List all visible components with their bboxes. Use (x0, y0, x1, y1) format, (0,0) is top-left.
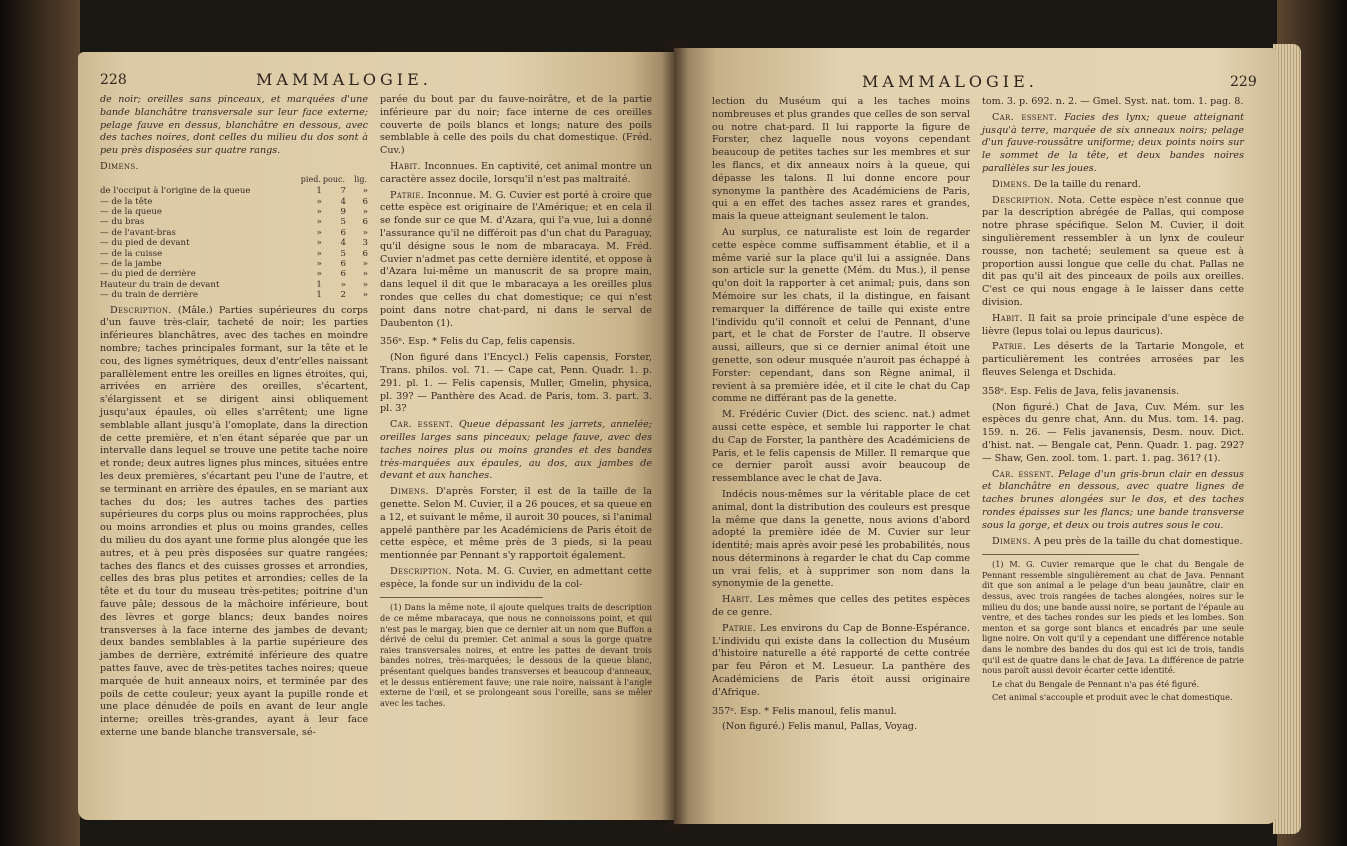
patrie-paragraph (380, 190, 652, 331)
dims-row-lig: 6 (362, 217, 368, 228)
description-text-2: Nota. M. G. Cuvier, en admettant cette espèce, la fonde sur un individu de la col- (380, 565, 652, 590)
habit-label: Habit. (390, 160, 421, 172)
left-page-column-2 (380, 94, 652, 711)
car-essent-label-right-2: Car. essent. (992, 468, 1055, 480)
car-essent-label: Car. essent. (390, 419, 454, 431)
dims-row-pouc: 7 (340, 186, 346, 197)
car-essent-text: Queue dépassant les jarrets, annelée; oreilles larges sans pinceaux; pelage fauve, avec des taches noires plus ou moins grandes et des bandes très-marquées aux épaules, au dos, aux jambes de devant et aux hanches. (380, 419, 652, 482)
dimens-label-right: Dimens. (992, 178, 1031, 190)
dims-row-label: — du train de derrière (100, 290, 198, 301)
car-essent-paragraph-right (982, 112, 1244, 176)
footnote-left: (1) Dans la même note, il ajoute quelques traits de description de ce même mbaracaya, que nous ne connoissons point, et qui n'est pas le margay, bien que ce dernier ait un nom que Buffon a dérivé de celui du premier. Cet animal a sous la gorge quatre raies transversales noires, et entre les pattes de devant trois bandes noires, très-marquées; le dessous de la queue blanc, présentant quelques bandes transverses et beaucoup d'anneaux, et le dessus entièrement fauve; une raie noire, naissant à l'angle externe de l'œil, et se prolongeant sous l'oreille, sans se mêler avec les taches. (380, 602, 652, 708)
page-number-right: 229 (1230, 74, 1257, 90)
habit-text-right: Les mêmes que celles des petites espèces de ce genre. (712, 594, 970, 619)
dimens-paragraph-right-2 (982, 536, 1244, 549)
dims-row-label: — de la jambe (100, 259, 162, 270)
habit-paragraph (380, 161, 652, 187)
patrie-text: Inconnue. M. G. Cuvier est porté à croire que cette espèce est originaire de l'Amérique; et en cela il se fonde sur ce que M. d'Azara, qui l'a vue, lui a donné l'assurance qu'il ne différoit pas d'un chat du Paraguay, qu'il désigne sous le nom de mbaracaya. M. Fréd. Cuvier n'admet pas cette dernière identité, et oppose à d'Azara lui-même un manuscrit de sa propre main, dans lequel il dit que le mbaracaya a les oreilles plus rondes que celles du chat domestique; ce qui n'est point dans notre chat-pard, ni dans le serval de Daubenton (1). (380, 189, 652, 329)
dims-row-pied: » (316, 259, 322, 270)
description-paragraph-right (982, 195, 1244, 310)
description-paragraph (100, 305, 368, 740)
dims-row-lig: 6 (362, 248, 368, 259)
refs-continuation: tom. 3. p. 692. n. 2. — Gmel. Syst. nat. tom. 1. pag. 8. (982, 96, 1244, 107)
dims-row-lig: » (362, 269, 368, 280)
species-refs-356: (Non figuré dans l'Encycl.) Felis capensis, Forster, Trans. philos. vol. 71. — Cape cat, Penn. Quadr. 1. p. 291. pl. 1. — Felis capensis, Muller, Gmelin, physica, pl. 39? — Panthère des Acad. de Paris, tom. 3. part. 3. pl. 3? (380, 352, 652, 415)
patrie-paragraph-right-2 (982, 341, 1244, 379)
dimensions-row (100, 280, 368, 290)
continuation-text: parée du bout par du fauve-noirâtre, et de la partie inférieure par du noir; face interne de ces oreilles couverte de poils blancs et longs; nature des poils semblable à celle des poils du chat domestique. (Fréd. Cuv.) (380, 94, 652, 157)
dimens-text-right: De la taille du renard. (1033, 178, 1141, 190)
dimensions-row (100, 197, 368, 207)
dimensions-block (100, 161, 368, 301)
footnote-right-1: (1) M. G. Cuvier remarque que le chat du Bengale de Pennant ressemble singulièrement au chat de Java. Pennant dit que son animal a le pelage d'un beau jaunâtre, clair en dessus, avec trois rangées de taches alongées, noires sur le milieu du dos; une bande aussi noire, se portant de l'épaule au ventre, et des taches rondes sur les pieds et les lombes. Son menton et sa gorge sont blancs et encadrés par une seule ligne noire. On voit qu'il y a cependant une différence notable dans le nombre des bandes du dos qui est ici de trois, tandis qu'il est de quatre dans le chat de Java. La différence de patrie nous paroît aussi devoir écarter cette identité. (982, 559, 1244, 676)
habit-text-right-2: Il fait sa proie principale d'une espèce de lièvre (lepus tolai ou lepus dauricus). (982, 312, 1244, 337)
dims-row-label: — de la cuisse (100, 248, 163, 259)
dims-row-lig: » (362, 290, 368, 301)
intro-text: de noir; oreilles sans pinceaux, et marquées d'une bande blanchâtre transversale sur leur face externe; pelage fauve en dessus, blanchâtre en dessous, avec des taches noires, dont celles du milieu du dos sont à peu près disposées sur quatre rangs. (100, 94, 368, 157)
dims-row-label: — de l'avant-bras (100, 227, 176, 238)
habit-label-right: Habit. (722, 594, 753, 606)
car-essent-paragraph-right-2 (982, 469, 1244, 533)
dims-row-label: — du pied de derrière (100, 269, 196, 280)
right-page-column-2 (982, 96, 1244, 706)
car-essent-text-right: Facies des lynx; queue atteignant jusqu'à terre, marquée de six anneaux noirs; pelage d'un fauve-roussâtre uniforme; deux points noirs sur le sommet de la tête, et deux bandes noires parallèles sur les joues. (982, 111, 1244, 174)
species-refs-358: (Non figuré.) Chat de Java, Cuv. Mém. sur les espèces du genre chat, Ann. du Mus. tom. 14. pag. 159. n. 26. — Felis javanensis, Desm. nouv. Dict. d'hist. nat. — Bengale cat, Penn. Quadr. 1. pag. 292? — Shaw, Gen. zool. tom. 1. part. 1. pag. 361? (1). (982, 401, 1244, 464)
dims-row-pouc: » (340, 279, 346, 290)
dimensions-header-row (100, 174, 368, 186)
description-label: Description. (110, 304, 172, 316)
habit-paragraph-right (712, 594, 970, 620)
right-p4: Indécis nous-mêmes sur la véritable place de cet animal, dont la distribution des couleurs est presque la même que dans la genette, nous avions d'abord adopté la première idée de M. Cuvier sur leur identité; mais après avoir pesé les probabilités, nous nous déterminons à regarder le chat du Cap comme un vrai felis, et à supprimer son nom dans la synonymie de la genette. (712, 488, 970, 590)
dimensions-row (100, 238, 368, 248)
dims-row-pied: » (316, 217, 322, 228)
dims-row-pouc: 5 (340, 248, 346, 259)
dimens-text-right-2: A peu près de la taille du chat domestique. (1033, 535, 1243, 547)
patrie-paragraph-right (712, 623, 970, 700)
book-gutter-shadow (662, 40, 688, 830)
car-essent-text-right-2: Pelage d'un gris-brun clair en dessus et blanchâtre en dessous, avec quatre lignes de taches brunes alongées sur le dos, et des taches rondes épaisses sur les flancs; une bande transverse sous la gorge, et deux ou trois autres sous le cou. (982, 468, 1244, 531)
dims-row-pouc: 2 (340, 290, 346, 301)
patrie-text-right-2: Les déserts de la Tartarie Mongole, et particulièrement les contrées arrosées par les fleuves Selenga et Dschida. (982, 341, 1244, 378)
dims-row-pouc: 6 (340, 269, 346, 280)
page-number-left: 228 (100, 72, 127, 88)
dimensions-row (100, 249, 368, 259)
left-page-column-1 (100, 94, 368, 743)
dims-row-lig: » (362, 259, 368, 270)
dims-row-pouc: 6 (340, 259, 346, 270)
species-heading-356: 356ᵉ. Esp. * Felis du Cap, felis capensis. (380, 336, 576, 348)
footnote-rule-right (982, 554, 1139, 555)
dims-row-lig: » (362, 207, 368, 217)
car-essent-label-right: Car. essent. (992, 111, 1058, 123)
dims-row-label: — du pied de devant (100, 238, 190, 249)
habit-label-right-2: Habit. (992, 312, 1023, 324)
dimensions-rows (100, 186, 368, 300)
patrie-label-right: Patrie. (722, 622, 757, 634)
dimensions-table (100, 174, 368, 301)
description-text-right: Nota. Cette espèce n'est connue que par la description abrégée de Pallas, qui compose notre phrase spécifique. Selon M. Cuvier, il doit singulièrement ressembler à un lynx de couleur rousse, non tacheté; seulement sa queue est à proportion aussi longue que celle du chat. Pallas ne dit pas qu'il ait des pinceaux de poils aux oreilles. C'est ce qui nous engage à le laisser dans cette division. (982, 194, 1244, 308)
dims-row-label: Hauteur du train de devant (100, 279, 220, 290)
patrie-label: Patrie. (390, 189, 425, 201)
description-label-right: Description. (992, 194, 1054, 206)
dims-row-pouc: 6 (340, 227, 346, 238)
dims-row-pouc: 5 (340, 217, 346, 228)
dims-row-lig: » (362, 227, 368, 238)
footnote-right-2: Le chat du Bengale de Pennant n'a pas été figuré. (992, 678, 1200, 689)
dims-row-pied: » (316, 227, 322, 238)
dims-header-pied: pied. (300, 174, 321, 184)
right-p3: M. Frédéric Cuvier (Dict. des scienc. nat.) admet aussi cette espèce, et semble lui rapporter le chat du Cap de Forster, la panthère des Académiciens de Paris, et le felis capensis de Miller. Il remarque que ce dernier paroît aussi avoir beaucoup de ressemblance avec le chat de Java. (712, 409, 970, 485)
dimensions-row (100, 259, 368, 269)
left-page (78, 52, 678, 820)
dimens-text-2: D'après Forster, il est de la taille de la genette. Selon M. Cuvier, il a 26 pouces, et sa queue en a 12, et suivant le même, il auroit 30 pouces, si l'animal appelé panthère par les Académiciens de Paris étoit de cette espèce, et même près de 3 pieds, si la peau mentionnée par Pennant s'y rapportoit également. (380, 486, 652, 562)
species-refs-357: (Non figuré.) Felis manul, Pallas, Voyag. (722, 721, 918, 733)
dims-row-pouc: 4 (340, 196, 346, 207)
dims-row-pied: » (316, 238, 322, 249)
description-text: (Mâle.) Parties supérieures du corps d'un fauve très-clair, tacheté de noir; les parties inférieures blanchâtres, avec des taches en moindre nombre; taches principales formant, sur la tête et le cou, des lignes symétriques, deux d'entr'elles naissant parallèlement entre les oreilles en lignes étroites, qui, arrivées en arrière des oreilles, s'écartent, s'élargissent et se dirigent ainsi obliquement jusqu'aux épaules, où elles s'arrêtent; une ligne semblable allant jusqu'à l'omoplate, dans la direction de cette première, et n'en étant séparée que par un intervalle dans lequel se trouve une petite tache noire et ronde; deux autres lignes plus minces, situées entre les deux premières, s'écartant peu l'une de l'autre, et se terminant en arrière des épaules, en se mariant aux taches du dos; les autres taches des parties supérieures du corps plus ou moins rapprochées, plus ou moins arrondies et plus ou moins grandes, celles du milieu du dos ayant une forme plus alongée que les autres, et à peu près disposées sur quatre rangées; taches des flancs et des cuisses grosses et arrondies, celles des bras plus petites et arrondies; celles de la tête et du tour du museau très-petites; poitrine d'un fauve pâle; dessous de la mâchoire inférieure, bout des lèvres et gorge blancs; deux bandes noires transverses à la face interne des jambes de devant; deux bandes semblables à la partie supérieure des jambes de derrière, extrémité inférieure des quatre pattes fauve, avec de très-petites taches noires; queue marquée de huit anneaux noirs, et terminée par des poils de cette couleur; yeux ayant la pupille ronde et une place dénudée de poils en avant de leur angle interne; oreilles très-grandes, ayant à leur face externe une bande blanche transversale, sé- (100, 304, 368, 738)
dims-row-pied: 1 (316, 279, 322, 290)
dims-row-pouc: 9 (340, 207, 346, 217)
dims-row-pied: 1 (316, 186, 322, 197)
dimens-label-2: Dimens. (390, 486, 429, 498)
right-p2: Au surplus, ce naturaliste est loin de regarder cette espèce comme suffisamment établie, et il a même varié sur la place qu'il lui a assignée. Dans son article sur la genette (Mém. du Mus.), il pense qu'on doit la rapporter à cet animal; puis, dans son Mémoire sur les chats, il la distingue, en faisant remarquer la différence de taille qui existe entre l'individu qu'il connoît et celui de Pennant, d'une part, et le chat de Forster de l'autre. Il observe aussi, ailleurs, que si ce dernier animal étoit une genette, son odeur musquée n'auroit pas échappé à Forster: cependant, dans son Règne animal, il revient à sa première idée, et il cite le chat du Cap comme ne différant pas de la genette. (712, 226, 970, 405)
dims-row-pied: » (316, 248, 322, 259)
dims-row-lig: » (362, 186, 368, 197)
dims-row-lig: 3 (362, 238, 368, 249)
dimens-paragraph (380, 486, 652, 563)
footnote-rule (380, 597, 543, 598)
dims-header-lig: lig. (354, 174, 367, 184)
species-heading-358: 358ᵉ. Esp. Felis de Java, felis javanensis. (982, 385, 1180, 397)
dims-row-label: — de la queue (100, 207, 162, 217)
patrie-text-right: Les environs du Cap de Bonne-Espérance. L'individu qui existe dans la collection du Muséum d'histoire naturelle a été rapporté de cette contrée par feu Péron et M. Lesueur. La panthère des Académiciens de Paris étoit aussi originaire d'Afrique. (712, 622, 970, 698)
car-essent-paragraph (380, 419, 652, 483)
dimensions-row (100, 217, 368, 227)
dims-row-label: de l'occiput à l'origine de la queue (100, 186, 251, 197)
dims-row-pied: 1 (316, 290, 322, 301)
dims-row-pouc: 4 (340, 238, 346, 249)
dimensions-row (100, 186, 368, 196)
dims-row-label: — de la tête (100, 196, 153, 207)
book-cover-left-edge (0, 0, 80, 846)
dims-row-pied: » (316, 207, 322, 217)
right-page (674, 48, 1277, 824)
right-page-column-1 (712, 96, 970, 737)
species-heading-357: 357ᵉ. Esp. * Felis manoul, felis manul. (712, 705, 897, 717)
dimens-label-right-2: Dimens. (992, 535, 1031, 547)
dimensions-row (100, 228, 368, 238)
patrie-label-right-2: Patrie. (992, 341, 1027, 353)
dims-row-lig: » (362, 279, 368, 290)
running-head-right: MAMMALOGIE. (862, 72, 1038, 91)
dimensions-row (100, 290, 368, 300)
running-head-left: MAMMALOGIE. (256, 70, 432, 89)
dims-row-pied: » (316, 269, 322, 280)
dimensions-row (100, 207, 368, 217)
description-paragraph-2 (380, 566, 652, 592)
right-p1: lection du Muséum qui a les taches moins nombreuses et plus grandes que celles de son serval ou notre chat-pard. Il lui rapporte la figure de Forster, chez laquelle nous voyons cependant beaucoup de petites taches sur les membres et sur les flancs, et dix anneaux noirs à la queue, qui dépasse les talons. Il lui donne encore pour synonyme la panthère des Académiciens de Paris, qui a en effet des taches assez rares et grandes, mais la queue atteignant seulement le talon. (712, 96, 970, 223)
habit-text: Inconnues. En captivité, cet animal montre un caractère assez docile, lorsqu'il n'est pas maltraité. (380, 160, 652, 185)
dims-row-pied: » (316, 196, 322, 207)
dimens-paragraph-right (982, 179, 1244, 192)
dims-header-pouc: pouc. (322, 174, 345, 184)
dimens-label: Dimens. (100, 160, 139, 172)
footnote-right-3: Cet animal s'accouple et produit avec le chat domestique. (992, 692, 1233, 703)
habit-paragraph-right-2 (982, 313, 1244, 339)
dims-row-lig: 6 (362, 196, 368, 207)
description-label-2: Description. (390, 565, 452, 577)
page-stack-edges (1273, 44, 1301, 834)
dimensions-row (100, 269, 368, 279)
dims-row-label: — du bras (100, 217, 145, 228)
